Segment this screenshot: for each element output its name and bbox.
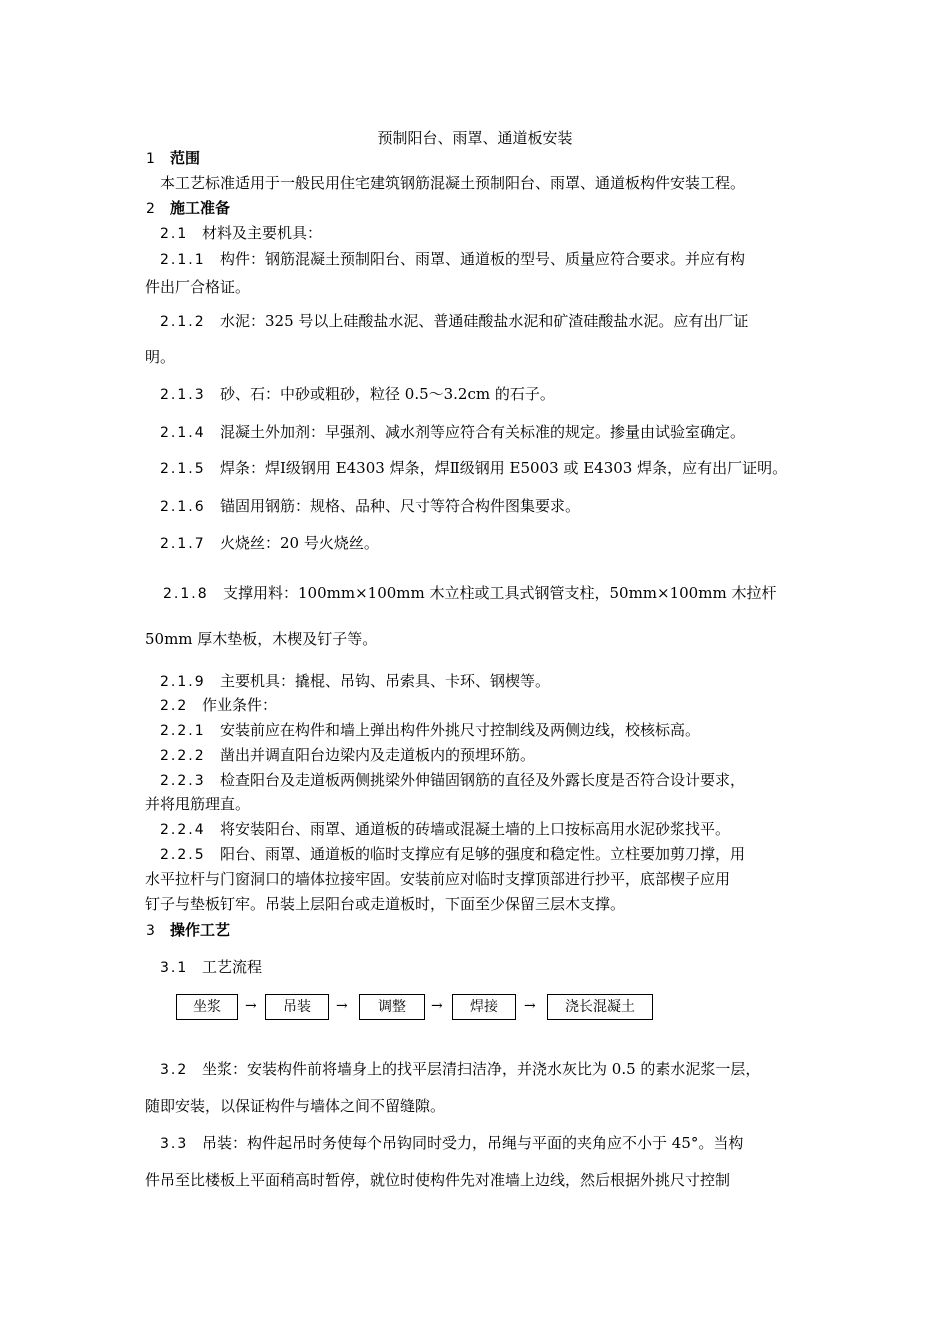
section-number: 2.2.1 bbox=[160, 723, 206, 739]
line-text: 件吊至比楼板上平面稍高时暂停，就位时使构件先对准墙上边线，然后根据外挑尺寸控制 bbox=[145, 1171, 731, 1189]
paragraph-line bbox=[145, 629, 950, 649]
line-text: 阳台、雨罩、通道板的临时支撑应有足够的强度和稳定性。立柱要加剪刀撑，用 bbox=[220, 845, 746, 863]
line-text: 明。 bbox=[145, 348, 176, 366]
paragraph-line bbox=[160, 311, 950, 332]
paragraph-line bbox=[160, 957, 950, 978]
line-text: 范围 bbox=[170, 149, 201, 167]
line-text: 件出厂合格证。 bbox=[145, 278, 251, 296]
line-text: 混凝土外加剂：早强剂、减水剂等应符合有关标准的规定。掺量由试验室确定。 bbox=[220, 423, 746, 441]
section-number: 2.1.2 bbox=[160, 314, 206, 330]
paragraph-line bbox=[160, 173, 950, 193]
paragraph-line bbox=[160, 249, 950, 270]
paragraph-line bbox=[160, 720, 950, 741]
line-text: 操作工艺 bbox=[170, 921, 231, 939]
flow-step: 浇长混凝土 bbox=[547, 994, 653, 1020]
paragraph-line bbox=[145, 1096, 950, 1116]
paragraph-line bbox=[160, 223, 950, 244]
paragraph-line bbox=[145, 277, 950, 297]
paragraph-line bbox=[145, 869, 950, 889]
line-text: 工艺流程 bbox=[202, 958, 263, 976]
section-number: 3.3 bbox=[160, 1136, 189, 1152]
flow-arrow: → bbox=[431, 998, 443, 1014]
line-text: 砂、石：中砂或粗砂，粒径 0.5～3.2cm 的石子。 bbox=[220, 385, 555, 403]
section-number: 2.1.3 bbox=[160, 387, 206, 403]
line-text: 水平拉杆与门窗洞口的墙体拉接牢固。安装前应对临时支撑顶部进行抄平，底部楔子应用 bbox=[145, 870, 731, 888]
section-number: 2.2.5 bbox=[160, 847, 206, 863]
section-number: 2.1.1 bbox=[160, 252, 206, 268]
flow-step: 吊装 bbox=[265, 994, 329, 1020]
paragraph-line bbox=[160, 422, 950, 443]
line-text: 锚固用钢筋：规格、品种、尺寸等符合构件图集要求。 bbox=[220, 497, 581, 515]
paragraph-line bbox=[160, 819, 950, 840]
paragraph-line bbox=[145, 1170, 950, 1190]
line-text: 安装前应在构件和墙上弹出构件外挑尺寸控制线及两侧边线，校核标高。 bbox=[220, 721, 701, 739]
section-number: 2.1 bbox=[160, 226, 189, 242]
paragraph-line bbox=[160, 745, 950, 766]
section-number: 2.2.3 bbox=[160, 773, 206, 789]
paragraph-line bbox=[145, 347, 950, 367]
section-number: 2.1.6 bbox=[160, 499, 206, 515]
line-text: 施工准备 bbox=[170, 199, 231, 217]
paragraph-line bbox=[160, 1133, 950, 1154]
section-number: 2 bbox=[146, 201, 155, 217]
line-text: 材料及主要机具： bbox=[202, 224, 323, 242]
line-text: 构件：钢筋混凝土预制阳台、雨罩、通道板的型号、质量应符合要求。并应有构 bbox=[220, 250, 746, 268]
flow-step: 坐浆 bbox=[176, 994, 238, 1020]
section-number: 2.1.9 bbox=[160, 674, 206, 690]
section-number: 2.2.2 bbox=[160, 748, 206, 764]
flow-arrow: → bbox=[524, 998, 536, 1014]
section-number: 2.1.8 bbox=[163, 586, 209, 602]
paragraph-line bbox=[160, 770, 950, 791]
flow-step: 焊接 bbox=[452, 994, 516, 1020]
line-text: 主要机具：撬棍、吊钩、吊索具、卡环、钢楔等。 bbox=[220, 672, 551, 690]
paragraph-line bbox=[163, 583, 950, 604]
line-text: 焊条：焊Ⅰ级钢用 E4303 焊条，焊Ⅱ级钢用 E5003 或 E4303 焊条，应有出厂证明。 bbox=[220, 459, 788, 477]
paragraph-line bbox=[160, 695, 950, 716]
section-number: 3.1 bbox=[160, 960, 189, 976]
section-heading bbox=[146, 920, 950, 941]
line-text: 本工艺标准适用于一般民用住宅建筑钢筋混凝土预制阳台、雨罩、通道板构件安装工程。 bbox=[160, 174, 746, 192]
flow-step: 调整 bbox=[359, 994, 425, 1020]
line-text: 支撑用料：100mm×100mm 木立柱或工具式钢管支柱，50mm×100mm 木拉杆 bbox=[223, 584, 777, 602]
section-number: 3.2 bbox=[160, 1062, 189, 1078]
flow-arrow: → bbox=[336, 998, 348, 1014]
line-text: 随即安装，以保证构件与墙体之间不留缝隙。 bbox=[145, 1097, 446, 1115]
paragraph-line bbox=[145, 794, 950, 814]
line-text: 火烧丝：20 号火烧丝。 bbox=[220, 534, 379, 552]
section-number: 2.1.5 bbox=[160, 461, 206, 477]
line-text: 将安装阳台、雨罩、通道板的砖墙或混凝土墙的上口按标高用水泥砂浆找平。 bbox=[220, 820, 731, 838]
section-number: 2.1.7 bbox=[160, 536, 206, 552]
section-number: 2.2.4 bbox=[160, 822, 206, 838]
flow-arrow: → bbox=[245, 998, 257, 1014]
paragraph-line bbox=[160, 384, 950, 405]
paragraph-line bbox=[160, 844, 950, 865]
line-text: 并将甩筋理直。 bbox=[145, 795, 251, 813]
paragraph-line bbox=[160, 496, 950, 517]
section-number: 1 bbox=[146, 151, 155, 167]
document-title: 预制阳台、雨罩、通道板安装 bbox=[377, 129, 573, 147]
paragraph-line bbox=[160, 671, 950, 692]
section-number: 3 bbox=[146, 923, 155, 939]
section-heading bbox=[146, 198, 950, 219]
line-text: 50mm 厚木垫板，木楔及钉子等。 bbox=[145, 630, 378, 648]
section-number: 2.2 bbox=[160, 698, 189, 714]
paragraph-line bbox=[160, 458, 950, 479]
section-number: 2.1.4 bbox=[160, 425, 206, 441]
process-flow-diagram bbox=[0, 994, 950, 1024]
paragraph-line bbox=[145, 894, 950, 914]
line-text: 凿出并调直阳台边梁内及走道板内的预埋环筋。 bbox=[220, 746, 536, 764]
paragraph-line bbox=[160, 1059, 950, 1080]
line-text: 水泥：325 号以上硅酸盐水泥、普通硅酸盐水泥和矿渣硅酸盐水泥。应有出厂证 bbox=[220, 312, 749, 330]
line-text: 检查阳台及走道板两侧挑梁外伸锚固钢筋的直径及外露长度是否符合设计要求， bbox=[220, 771, 746, 789]
line-text: 钉子与垫板钉牢。吊装上层阳台或走道板时，下面至少保留三层木支撑。 bbox=[145, 895, 626, 913]
paragraph-line bbox=[160, 533, 950, 554]
line-text: 坐浆：安装构件前将墙身上的找平层清扫洁净，并浇水灰比为 0.5 的素水泥浆一层， bbox=[202, 1060, 761, 1078]
line-text: 作业条件： bbox=[202, 696, 278, 714]
line-text: 吊装：构件起吊时务使每个吊钩同时受力，吊绳与平面的夹角应不小于 45°。当构 bbox=[202, 1134, 744, 1152]
section-heading bbox=[146, 148, 950, 169]
